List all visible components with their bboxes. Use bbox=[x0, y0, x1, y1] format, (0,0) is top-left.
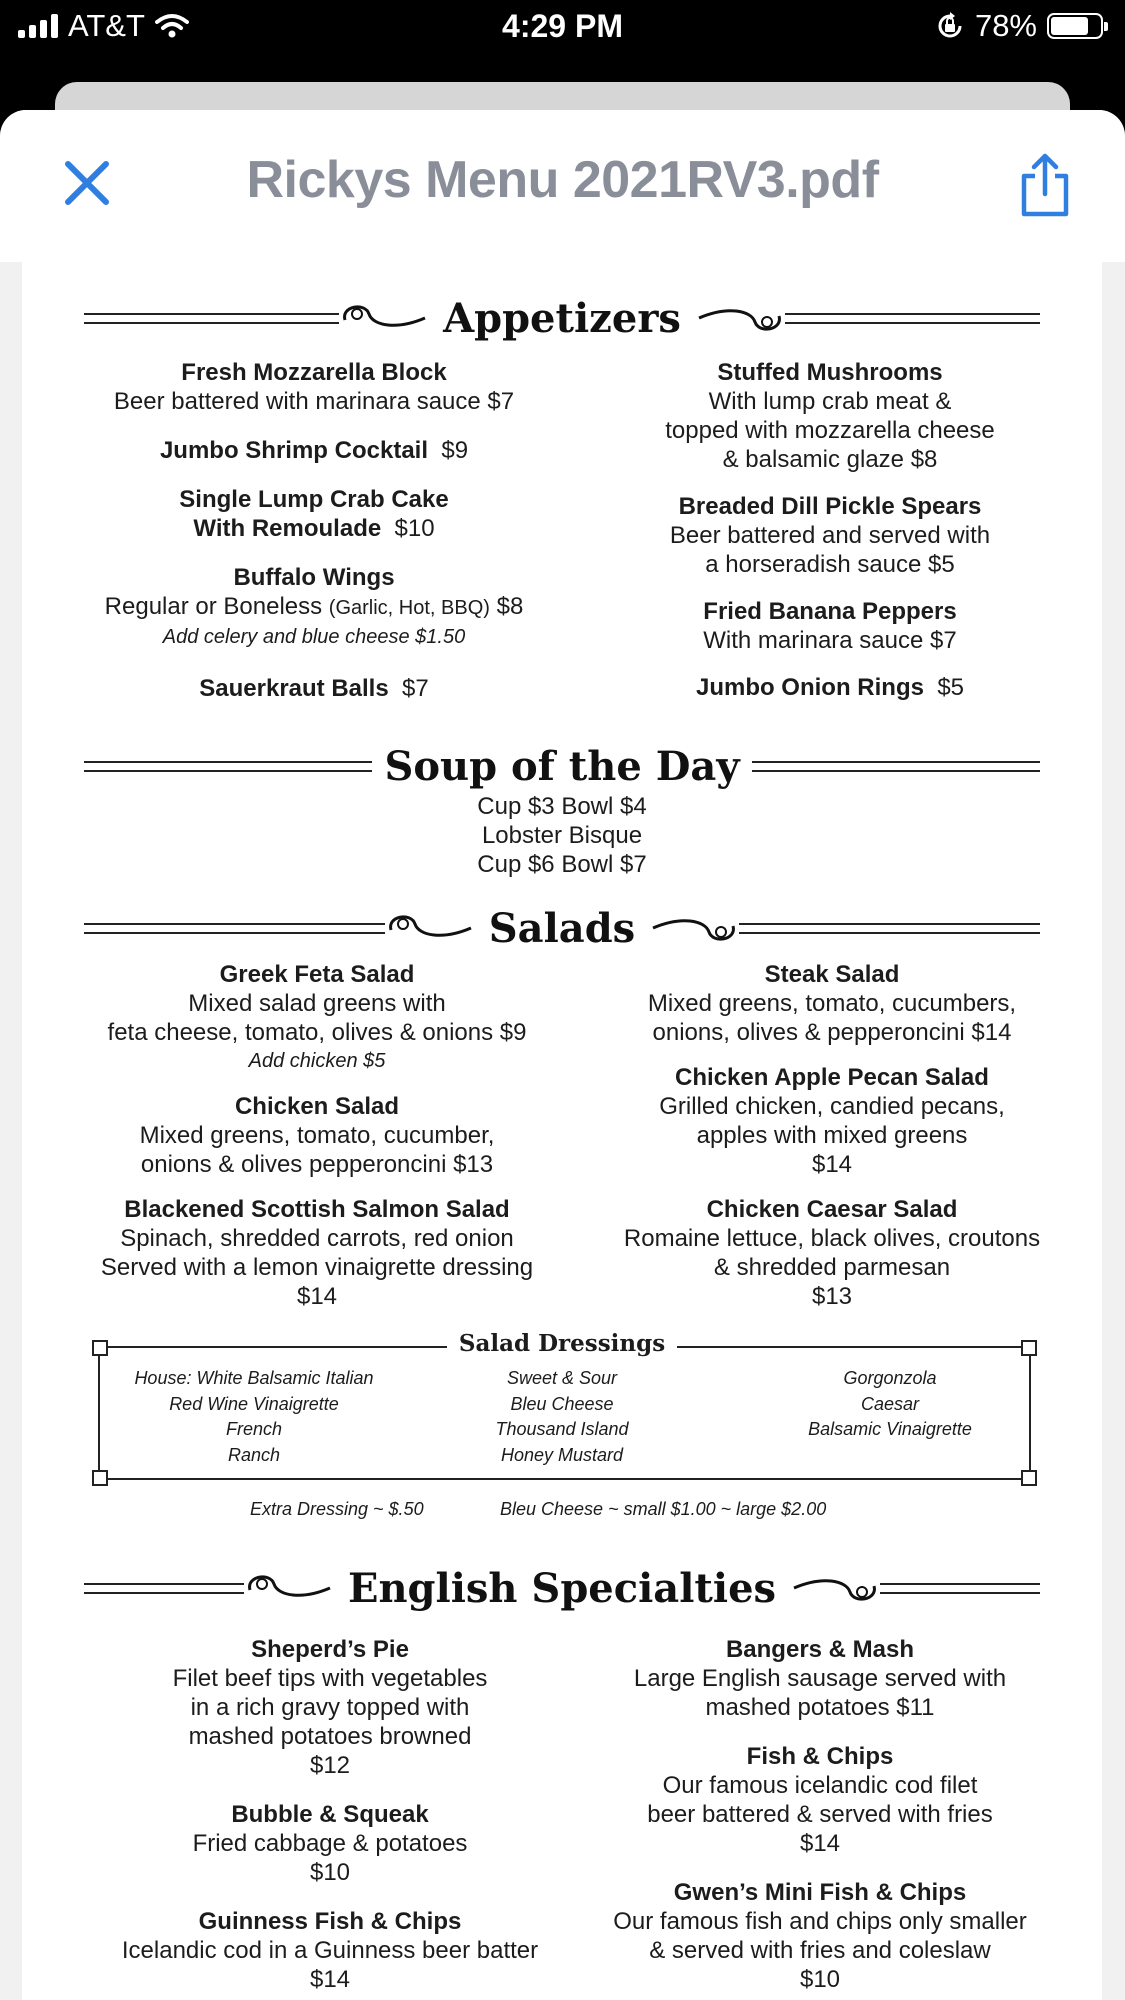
menu-item: Greek Feta Salad Mixed salad greens with feta cheese, tomato, olives & onions $9 Add chicken $5 bbox=[107, 961, 527, 1072]
carrier-label: AT&T bbox=[68, 8, 145, 43]
menu-item: Stuffed Mushrooms With lump crab meat & topped with mozzarella cheese & balsamic glaze $8 bbox=[665, 359, 995, 473]
flourish-right-icon bbox=[647, 906, 739, 950]
menu-item: Chicken Salad Mixed greens, tomato, cucumber, onions & olives pepperoncini $13 bbox=[139, 1093, 495, 1178]
flourish-right-icon bbox=[788, 1566, 880, 1610]
flourish-left-icon bbox=[385, 906, 477, 950]
menu-item: Steak Salad Mixed greens, tomato, cucumbers, onions, olives & pepperoncini $14 bbox=[647, 961, 1017, 1046]
box-corner bbox=[1021, 1470, 1037, 1486]
battery-percent: 78% bbox=[974, 8, 1037, 43]
menu-item: Bubble & Squeak Fried cabbage & potatoes $10 bbox=[192, 1801, 468, 1886]
clock: 4:29 PM bbox=[502, 8, 623, 44]
soup-details: Cup $3 Bowl $4 Lobster Bisque Cup $6 Bowl $7 bbox=[477, 793, 647, 878]
flourish-right-icon bbox=[693, 296, 785, 340]
battery-icon bbox=[1047, 13, 1103, 39]
dressings-column-2: Sweet & Sour Bleu Cheese Thousand Island Honey Mustard bbox=[495, 1368, 629, 1465]
menu-item: Fresh Mozzarella Block Beer battered with marinara sauce $7 bbox=[113, 359, 515, 415]
flourish-left-icon bbox=[339, 296, 431, 340]
flourish-left-icon bbox=[244, 1566, 336, 1610]
pdf-viewer-sheet bbox=[0, 110, 1125, 2000]
english-right-column bbox=[580, 1635, 1060, 2000]
menu-item: Bangers & Mash Large English sausage served with mashed potatoes $11 bbox=[633, 1636, 1007, 1721]
viewer-header bbox=[0, 110, 1125, 262]
section-header-english bbox=[84, 1558, 1040, 1618]
box-corner bbox=[92, 1470, 108, 1486]
share-icon[interactable] bbox=[1018, 152, 1072, 218]
orientation-lock-icon bbox=[935, 11, 965, 41]
dressings-column-1: House: White Balsamic Italian Red Wine Vinaigrette French Ranch bbox=[134, 1368, 374, 1465]
section-title-appetizers: Appetizers bbox=[443, 294, 681, 342]
menu-item: Blackened Scottish Salmon Salad Spinach, shredded carrots, red onion Served with a lemon vinaigrette dressing $14 bbox=[100, 1196, 534, 1310]
pdf-page[interactable] bbox=[22, 262, 1102, 2000]
bleu-cheese-price: Bleu Cheese ~ small $1.00 ~ large $2.00 bbox=[500, 1499, 827, 1519]
section-title-english: English Specialties bbox=[347, 1564, 777, 1612]
menu-item: Fish & Chips Our famous icelandic cod filet beer battered & served with fries $14 bbox=[647, 1743, 993, 1857]
status-bar bbox=[0, 0, 1125, 60]
extra-dressing-price: Extra Dressing ~ $.50 bbox=[250, 1499, 424, 1519]
salad-dressings-title: Salad Dressings bbox=[22, 1330, 1102, 1357]
menu-item: Breaded Dill Pickle Spears Beer battered and served with a horseradish sauce $5 bbox=[669, 493, 991, 578]
appetizers-right-column bbox=[600, 358, 1060, 714]
menu-item: Jumbo Shrimp Cocktail $9 bbox=[159, 437, 469, 464]
appetizers-left-column bbox=[84, 358, 544, 715]
section-title-soup: Soup of the Day bbox=[384, 742, 740, 790]
section-header-salads bbox=[84, 898, 1040, 958]
menu-item: Buffalo Wings Regular or Boneless (Garlic, Hot, BBQ) $8 Add celery and blue cheese $1.50 bbox=[104, 564, 524, 648]
section-header-soup bbox=[84, 736, 1040, 796]
menu-item: Single Lump Crab Cake With Remoulade $10 bbox=[179, 486, 449, 542]
section-title-salads: Salads bbox=[488, 904, 636, 952]
menu-item: Chicken Caesar Salad Romaine lettuce, black olives, croutons & shredded parmesan $13 bbox=[623, 1196, 1041, 1310]
menu-item: Sauerkraut Balls $7 bbox=[199, 675, 429, 702]
dressings-column-3: Gorgonzola Caesar Balsamic Vinaigrette bbox=[808, 1368, 972, 1439]
menu-item: Sheperd’s Pie Filet beef tips with vegetables in a rich gravy topped with mashed potatoes browned $12 bbox=[172, 1636, 488, 1779]
menu-item: Gwen’s Mini Fish & Chips Our famous fish and chips only smaller & served with fries and coleslaw $10 bbox=[613, 1879, 1027, 1993]
salads-left-column bbox=[72, 960, 562, 1323]
section-header-appetizers bbox=[84, 288, 1040, 348]
menu-item: Jumbo Onion Rings $5 bbox=[695, 674, 965, 701]
menu-item: Chicken Apple Pecan Salad Grilled chicken, candied pecans, apples with mixed greens $14 bbox=[659, 1064, 1005, 1178]
menu-item: Fried Banana Peppers With marinara sauce $7 bbox=[703, 598, 957, 654]
salads-right-column bbox=[592, 960, 1072, 1323]
menu-item: Guinness Fish & Chips Icelandic cod in a Guinness beer batter $14 bbox=[121, 1908, 539, 1993]
english-left-column bbox=[90, 1635, 570, 2000]
document-title: Rickys Menu 2021RV3.pdf bbox=[246, 151, 879, 209]
